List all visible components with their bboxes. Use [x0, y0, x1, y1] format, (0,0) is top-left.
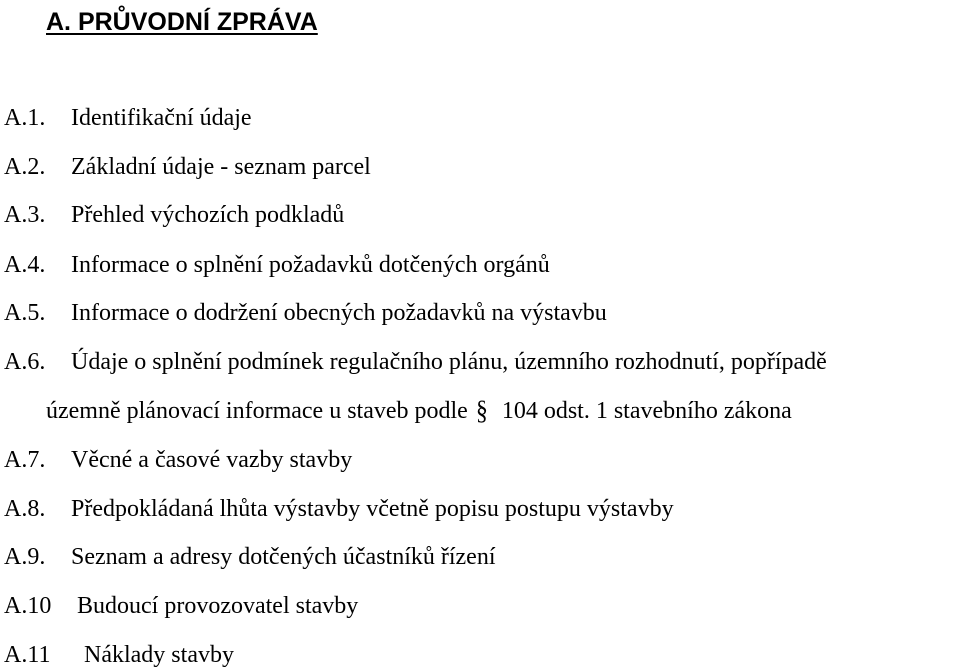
list-item-a7	[4, 445, 352, 475]
section-symbol: §	[475, 396, 488, 426]
item-number: A.7.	[4, 447, 46, 473]
item-text: Identifikační údaje	[71, 105, 252, 131]
list-item-a5	[4, 298, 607, 328]
item-text: Věcné a časové vazby stavby	[71, 447, 353, 473]
list-item-a11	[4, 640, 234, 670]
item-text: Náklady stavby	[84, 642, 234, 668]
list-item-a9	[4, 542, 496, 572]
item-text: Informace o dodržení obecných požadavků na výstavbu	[71, 300, 607, 326]
list-item-a3	[4, 200, 344, 230]
item-number: A.3.	[4, 202, 46, 228]
continuation-text-before: územně plánovací informace u staveb podle	[46, 398, 468, 424]
item-number: A.8.	[4, 496, 46, 522]
item-text: Údaje o splnění podmínek regulačního plánu, územního rozhodnutí, popřípadě	[71, 349, 827, 375]
item-text: Seznam a adresy dotčených účastníků řízení	[71, 544, 496, 570]
item-text: Předpokládaná lhůta výstavby včetně popisu postupu výstavby	[71, 496, 674, 522]
list-item-a10	[4, 591, 358, 621]
item-number: A.11	[4, 642, 51, 668]
list-item-a1	[4, 103, 252, 133]
list-item-a4	[4, 250, 550, 280]
document-title: A. PRŮVODNÍ ZPRÁVA	[46, 8, 318, 36]
item-number: A.5.	[4, 300, 46, 326]
item-text: Budoucí provozovatel stavby	[77, 593, 359, 619]
item-number: A.1.	[4, 105, 46, 131]
item-text: Přehled výchozích podkladů	[71, 202, 345, 228]
item-text: Informace o splnění požadavků dotčených orgánů	[71, 252, 550, 278]
item-number: A.4.	[4, 252, 46, 278]
item-text: Základní údaje - seznam parcel	[71, 154, 371, 180]
continuation-text-after: 104 odst. 1 stavebního zákona	[501, 398, 792, 424]
list-item-a6-continuation	[46, 396, 792, 426]
item-number: A.9.	[4, 544, 46, 570]
list-item-a8	[4, 494, 674, 524]
list-item-a2	[4, 152, 371, 182]
list-item-a6	[4, 347, 827, 377]
item-number: A.10	[4, 593, 52, 619]
item-number: A.6.	[4, 349, 46, 375]
item-number: A.2.	[4, 154, 46, 180]
